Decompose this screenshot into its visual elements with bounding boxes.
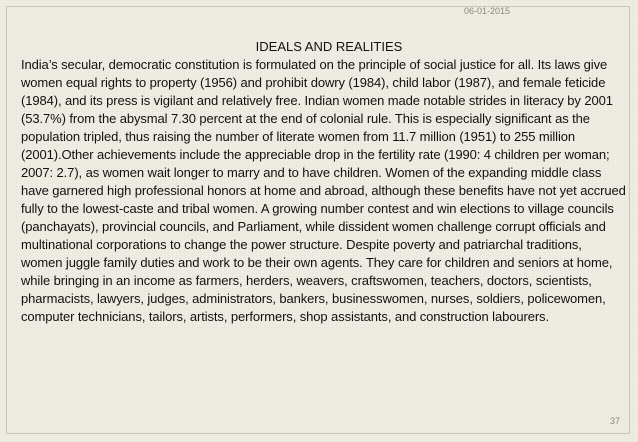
slide-date: 06-01-2015 [463,6,510,16]
slide-title-text: IDEALS AND REALITIES [255,39,403,54]
slide-title [0,39,638,54]
slide-body-text: India’s secular, democratic constitution is formulated on the principle of social justice for all. Its laws give women equal rights to property (1956) and prohibit dowry (1984), child labor (1987), and female feticide (1984), and its press is vigilant and relatively free. Indian women made notable strides in literacy by 2001 (53.7%) from the abysmal 7.30 percent at the end of colonial rule. This is especially significant as the population tripled, thus raising the number of literate women from 11.7 million (1951) to 255 million (2001).Other achievements include the appreciable drop in the fertility rate (1990: 4 children per woman; 2007: 2.7), as women wait longer to marry and to have children. Women of the expanding middle class have garnered high professional honors at home and abroad, although these benefits have not yet accrued fully to the lowest-caste and tribal women. A growing number contest and win elections to village councils (panchayats), provincial councils, and Parliament, while dissident women challenge corrupt officials and multinational corporations to change the power structure. Despite poverty and patriarchal traditions, women juggle family duties and work to be their own agents. They care for children and seniors at home, while bringing in an income as farmers, herders, weavers, craftswomen, teachers, doctors, scientists, pharmacists, lawyers, judges, administrators, bankers, businesswomen, nurses, soldiers, policewomen, computer technicians, tailors, artists, performers, shop assistants, and construction labourers. [21,57,626,324]
page-number: 37 [609,416,620,426]
